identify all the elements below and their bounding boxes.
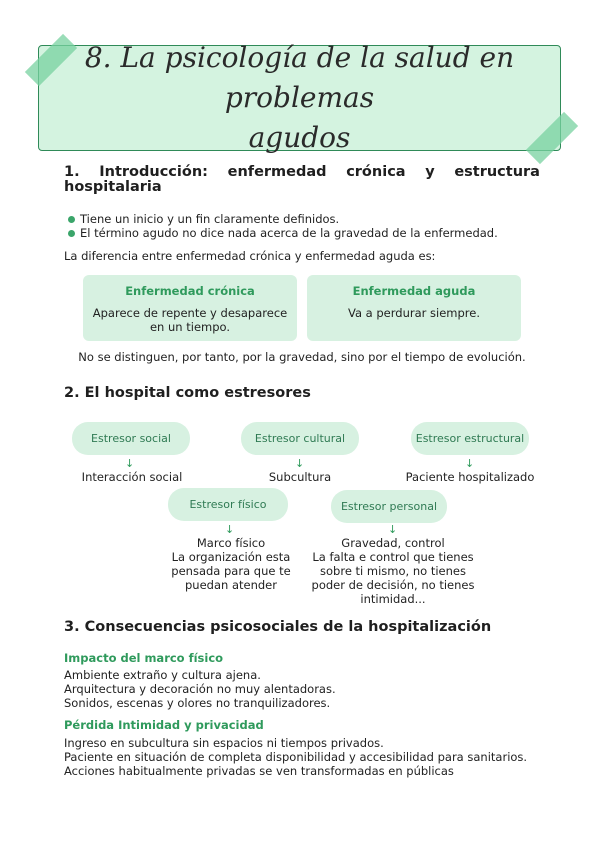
card-body-line: Aparece de repente y desaparece <box>92 306 288 320</box>
card-acute <box>307 275 521 341</box>
arrow-down-icon: ↓ <box>295 457 305 470</box>
card-body <box>83 306 297 334</box>
section-2-heading: 2. El hospital como estresores <box>64 385 311 401</box>
bullet-dot-icon <box>68 216 75 223</box>
heading-word: 1. <box>64 164 80 180</box>
page-title-line-1: 8. La psicología de la salud en problemas <box>84 41 515 114</box>
result-line: intimidad... <box>360 592 426 606</box>
list-item-text: El término agudo no dice nada acerca de la gravedad de la enfermedad. <box>80 226 498 240</box>
card-body-line: Va a perdurar siempre. <box>348 306 480 320</box>
card-title: Enfermedad aguda <box>352 284 476 298</box>
card-body <box>307 306 521 320</box>
heading-word: estructura <box>454 164 540 180</box>
bullet-dot-icon <box>68 230 75 237</box>
heading-word: crónica <box>346 164 406 180</box>
card-chronic <box>83 275 297 341</box>
list-item: Sonidos, escenas y olores no tranquilizadores. <box>64 696 331 710</box>
stressor-structural-pill: Estresor estructural <box>411 422 529 455</box>
list-item-text: Tiene un inicio y un fin claramente definidos. <box>80 212 340 226</box>
list-item: Arquitectura y decoración no muy alentadoras. <box>64 682 336 696</box>
result-line: poder de decisión, no tienes <box>311 578 475 592</box>
result-title: Marco físico <box>196 536 266 550</box>
page-title-line-2: agudos <box>248 121 351 154</box>
list-item <box>68 226 498 240</box>
card-body-line: en un tiempo. <box>149 320 231 334</box>
result-line: pensada para que te <box>171 564 291 578</box>
list-item: Ingreso en subcultura sin espacios ni tiempos privados. <box>64 736 384 750</box>
result-line: La organización esta <box>171 550 291 564</box>
result-line: puedan atender <box>185 578 277 592</box>
bullet-list <box>68 212 498 240</box>
stressor-personal-result <box>308 536 478 606</box>
heading-word: enfermedad <box>227 164 327 180</box>
arrow-down-icon: ↓ <box>225 523 235 536</box>
conclusion-text: No se distinguen, por tanto, por la gravedad, sino por el tiempo de evolución. <box>78 350 526 364</box>
list-item <box>68 212 498 226</box>
list-item: Paciente en situación de completa disponibilidad y accesibilidad para sanitarios. <box>64 750 528 764</box>
stressor-social-result: Interacción social <box>81 470 183 484</box>
arrow-down-icon: ↓ <box>465 457 475 470</box>
result-line: La falta e control que tienes <box>312 550 474 564</box>
stressor-physical-pill: Estresor físico <box>168 488 288 521</box>
stressor-physical-result <box>158 536 304 592</box>
stressor-personal-pill: Estresor personal <box>331 490 447 523</box>
arrow-down-icon: ↓ <box>388 523 398 536</box>
section-3-heading: 3. Consecuencias psicosociales de la hospitalización <box>64 619 492 635</box>
heading-word: y <box>425 164 435 180</box>
stressor-cultural-pill: Estresor cultural <box>241 422 359 455</box>
heading-line-2: hospitalaria <box>64 179 162 195</box>
section-1-heading <box>64 165 540 195</box>
stressor-structural-result: Paciente hospitalizado <box>405 470 535 484</box>
list-item: Acciones habitualmente privadas se ven transformadas en públicas <box>64 764 454 778</box>
title-box <box>38 41 561 154</box>
page-title <box>65 38 535 158</box>
arrow-down-icon: ↓ <box>125 457 135 470</box>
comparison-intro: La diferencia entre enfermedad crónica y enfermedad aguda es: <box>64 249 436 263</box>
physical-impact-list <box>64 668 336 710</box>
subheading-physical-impact: Impacto del marco físico <box>64 651 224 665</box>
result-title: Gravedad, control <box>341 536 445 550</box>
privacy-loss-list <box>64 736 527 778</box>
card-title: Enfermedad crónica <box>125 284 255 298</box>
list-item: Ambiente extraño y cultura ajena. <box>64 668 261 682</box>
result-line: sobre ti mismo, no tienes <box>320 564 466 578</box>
stressor-cultural-result: Subcultura <box>268 470 332 484</box>
stressor-social-pill: Estresor social <box>72 422 190 455</box>
heading-word: Introducción: <box>99 164 208 180</box>
subheading-privacy-loss: Pérdida Intimidad y privacidad <box>64 718 264 732</box>
